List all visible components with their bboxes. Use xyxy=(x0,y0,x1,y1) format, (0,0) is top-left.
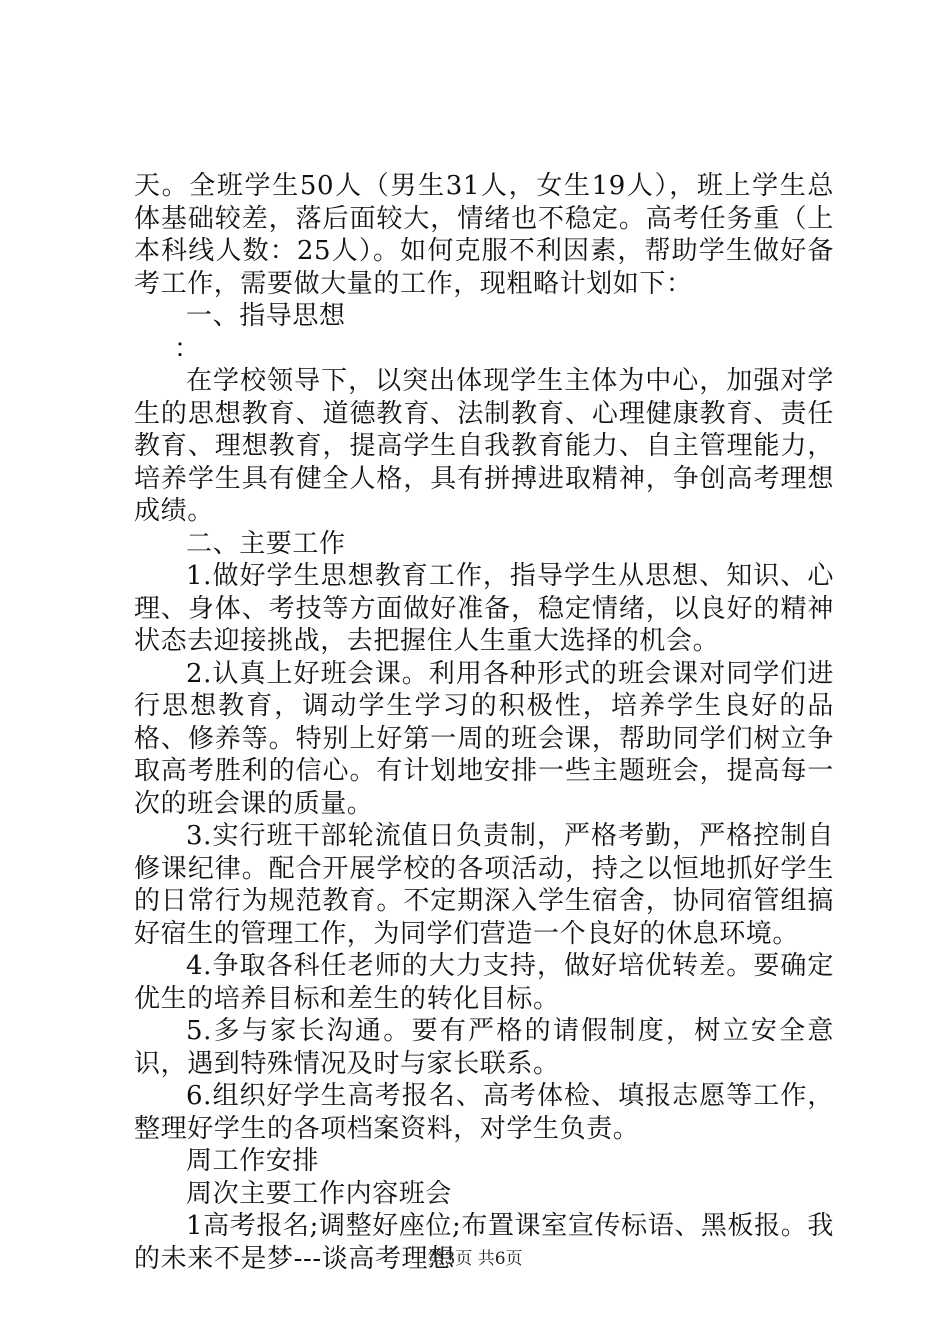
schedule-table-header: 周次主要工作内容班会 xyxy=(186,1178,453,1209)
paragraph-intro: 天。全班学生50人（男生31人，女生19人），班上学生总体基础较差，落后面较大，情绪也不稳定。高考任务重（上本科线人数：25人）。如何克服不利因素，帮助学生做好备考工作，需要做大量的工作，现粗略计划如下： xyxy=(134,171,834,299)
section-heading-weekly-schedule: 周工作安排 xyxy=(186,1146,320,1176)
page-footer: 第3页 共6页 xyxy=(427,1249,523,1269)
colon-line: ： xyxy=(174,333,201,364)
list-item-4: 4.争取各科任老师的大力支持，做好培优转差。要确定优生的培养目标和差生的转化目标。 xyxy=(134,951,834,1014)
list-item-5: 5.多与家长沟通。要有严格的请假制度，树立安全意识，遇到特殊情况及时与家长联系。 xyxy=(134,1016,834,1079)
document-body xyxy=(134,170,834,1275)
paragraph-guiding-thought: 在学校领导下，以突出体现学生主体为中心，加强对学生的思想教育、道德教育、法制教育、心理健康教育、责任教育、理想教育，提高学生自我教育能力、自主管理能力，培养学生具有健全人格，具有拼搏进取精神，争创高考理想成绩。 xyxy=(134,366,834,526)
list-item-6: 6.组织好学生高考报名、高考体检、填报志愿等工作，整理好学生的各项档案资料，对学生负责。 xyxy=(134,1081,834,1144)
section-heading-guiding-thought: 一、指导思想 xyxy=(186,301,346,331)
list-item-3: 3.实行班干部轮流值日负责制，严格考勤，严格控制自修课纪律。配合开展学校的各项活动，持之以恒地抓好学生的日常行为规范教育。不定期深入学生宿舍，协同宿管组搞好宿生的管理工作，为同学们营造一个良好的休息环境。 xyxy=(134,821,834,949)
list-item-2: 2.认真上好班会课。利用各种形式的班会课对同学们进行思想教育，调动学生学习的积极性，培养学生良好的品格、修养等。特别上好第一周的班会课，帮助同学们树立争取高考胜利的信心。有计划地安排一些主题班会，提高每一次的班会课的质量。 xyxy=(134,658,834,819)
schedule-row-week-1: 1高考报名;调整好座位;布置课室宣传标语、黑板报。我的未来不是梦---谈高考理想 xyxy=(134,1211,834,1274)
list-item-1: 1.做好学生思想教育工作，指导学生从思想、知识、心理、身体、考技等方面做好准备，稳定情绪，以良好的精神状态去迎接挑战，去把握住人生重大选择的机会。 xyxy=(134,561,834,656)
section-heading-main-work: 二、主要工作 xyxy=(186,528,346,559)
